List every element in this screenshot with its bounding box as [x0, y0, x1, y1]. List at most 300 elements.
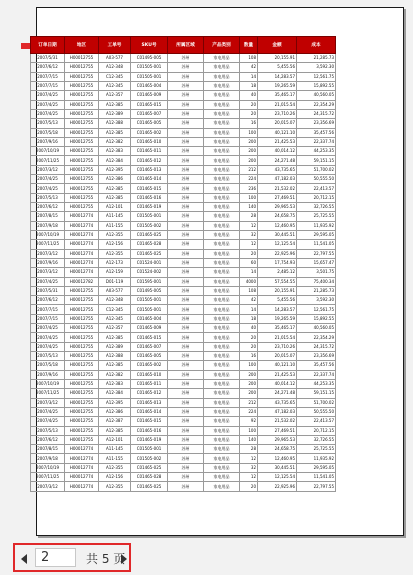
table-cell: C01495-005 — [131, 286, 168, 295]
table-cell: 20 — [240, 249, 258, 258]
table-cell: 32,726.55 — [297, 435, 336, 444]
table-cell: 苏州 — [168, 314, 204, 323]
table-cell: 苏州 — [168, 454, 204, 463]
table-cell: 30,445.51 — [258, 230, 297, 239]
table-row — [31, 193, 336, 202]
table-row — [31, 305, 336, 314]
table-cell: C01465-013 — [131, 398, 168, 407]
table-cell: H00012774 — [65, 230, 99, 239]
table-cell: A12-357 — [99, 91, 131, 100]
table-row — [31, 435, 336, 444]
table-cell: C01465-014 — [131, 407, 168, 416]
table-cell: C01465-019 — [131, 203, 168, 212]
table-row — [31, 454, 336, 463]
table-cell: 40,121.10 — [258, 128, 297, 137]
table-cell: 2007/3/12 — [31, 249, 65, 258]
table-cell: 苏州 — [168, 109, 204, 118]
table-cell: A12-355 — [99, 249, 131, 258]
table-cell: 22,354.29 — [297, 100, 336, 109]
table-cell: 家电用品 — [204, 193, 240, 202]
table-cell: A12-357 — [99, 324, 131, 333]
table-cell: 家电用品 — [204, 81, 240, 90]
table-cell: 2007/7/15 — [31, 72, 65, 81]
table-cell: 苏州 — [168, 389, 204, 398]
table-cell: H00012755 — [65, 389, 99, 398]
table-cell: C01465-015 — [131, 417, 168, 426]
table-cell: 家电用品 — [204, 417, 240, 426]
table-row — [31, 286, 336, 295]
table-cell: 苏州 — [168, 212, 204, 221]
triangle-left-icon[interactable] — [21, 554, 27, 564]
table-row — [31, 352, 336, 361]
table-cell: 家电用品 — [204, 184, 240, 193]
table-cell: 2007/11/25 — [31, 389, 65, 398]
table-cell: 140 — [240, 435, 258, 444]
table-cell: C01465-016 — [131, 193, 168, 202]
table-cell: C01465-011 — [131, 379, 168, 388]
table-cell: A12-173 — [99, 258, 131, 267]
table-cell: 140 — [240, 203, 258, 212]
table-cell: C01524-001 — [131, 258, 168, 267]
table-cell: 21,015.54 — [258, 333, 297, 342]
table-row — [31, 128, 336, 137]
table-cell: 24,315.72 — [297, 109, 336, 118]
table-cell: H00012755 — [65, 398, 99, 407]
table-cell: 苏州 — [168, 193, 204, 202]
table-cell: H00012755 — [65, 407, 99, 416]
table-cell: A12-385 — [99, 184, 131, 193]
table-cell: 5,455.56 — [258, 296, 297, 305]
table-cell: H00012755 — [65, 379, 99, 388]
table-cell: 2007/6/12 — [31, 203, 65, 212]
table-cell: 16 — [240, 352, 258, 361]
table-cell: 家电用品 — [204, 277, 240, 286]
table-cell: A12-382 — [99, 370, 131, 379]
table-cell: H00012774 — [65, 473, 99, 482]
table-cell: A03-577 — [99, 54, 131, 63]
table-cell: 2007/3/12 — [31, 165, 65, 174]
table-cell: H00012755 — [65, 81, 99, 90]
table-cell: 2007/10/19 — [31, 379, 65, 388]
table-cell: H00012755 — [65, 54, 99, 63]
table-row — [31, 463, 336, 472]
table-cell: H00012755 — [65, 137, 99, 146]
table-cell: 100 — [240, 193, 258, 202]
table-cell: A03-577 — [99, 286, 131, 295]
page-navigator — [13, 543, 131, 572]
table-cell: C01465-009 — [131, 91, 168, 100]
triangle-right-icon[interactable] — [121, 554, 127, 564]
table-cell: C01465-007 — [131, 109, 168, 118]
table-cell: 60 — [240, 258, 258, 267]
table-cell: H00012755 — [65, 91, 99, 100]
table-cell: 44,253.35 — [297, 147, 336, 156]
table-cell: 200 — [240, 389, 258, 398]
table-cell: 2007/5/31 — [31, 286, 65, 295]
data-table — [30, 36, 336, 492]
table-cell: 35,465.17 — [258, 91, 297, 100]
table-cell: 35,457.56 — [297, 128, 336, 137]
table-cell: A12-156 — [99, 240, 131, 249]
table-cell: C01465-019 — [131, 435, 168, 444]
table-cell: 2007/5/13 — [31, 119, 65, 128]
table-cell: 家电用品 — [204, 230, 240, 239]
table-cell: C01465-012 — [131, 156, 168, 165]
table-cell: A12-385 — [99, 426, 131, 435]
table-cell: 20,155.91 — [258, 54, 297, 63]
table-row — [31, 445, 336, 454]
total-pages-label: 共 5 页 — [86, 552, 126, 566]
column-header: SKU号 — [131, 37, 168, 54]
table-cell: A12-383 — [99, 147, 131, 156]
table-cell: 92 — [240, 417, 258, 426]
table-row — [31, 389, 336, 398]
table-cell: 43,735.65 — [258, 398, 297, 407]
table-cell: H00012774 — [65, 221, 99, 230]
table-cell: 108 — [240, 286, 258, 295]
table-cell: 苏州 — [168, 72, 204, 81]
table-cell: 14,283.57 — [258, 72, 297, 81]
table-cell: 家电用品 — [204, 398, 240, 407]
table-cell: 19,265.59 — [258, 314, 297, 323]
table-row — [31, 240, 336, 249]
table-cell: 14 — [240, 268, 258, 277]
table-cell: 15,892.55 — [297, 314, 336, 323]
table-cell: H00012755 — [65, 342, 99, 351]
table-cell: 苏州 — [168, 417, 204, 426]
table-cell: 2007/4/25 — [31, 417, 65, 426]
table-cell: C12-345 — [99, 72, 131, 81]
table-cell: 2007/9/18 — [31, 454, 65, 463]
table-cell: 21,532.02 — [258, 417, 297, 426]
table-cell: 2007/9/16 — [31, 370, 65, 379]
table-cell: 3,592.30 — [297, 63, 336, 72]
table-cell: 2007/5/18 — [31, 128, 65, 137]
table-cell: 29,965.53 — [258, 203, 297, 212]
table-cell: 40 — [240, 91, 258, 100]
table-cell: 3,501.75 — [297, 268, 336, 277]
table-cell: 苏州 — [168, 286, 204, 295]
table-cell: 苏州 — [168, 268, 204, 277]
table-cell: 2007/11/25 — [31, 156, 65, 165]
table-cell: 2007/10/19 — [31, 463, 65, 472]
table-row — [31, 379, 336, 388]
table-cell: 200 — [240, 156, 258, 165]
table-cell: 2007/7/15 — [31, 314, 65, 323]
table-cell: 家电用品 — [204, 454, 240, 463]
table-cell: A12-355 — [99, 463, 131, 472]
table-cell: C01505-001 — [131, 305, 168, 314]
table-cell: H00012755 — [65, 109, 99, 118]
table-cell: 苏州 — [168, 147, 204, 156]
table-cell: A12-348 — [99, 63, 131, 72]
table-cell: 40 — [240, 324, 258, 333]
table-cell: 苏州 — [168, 482, 204, 491]
table-cell: 苏州 — [168, 407, 204, 416]
table-cell: 212 — [240, 398, 258, 407]
table-cell: C01465-025 — [131, 249, 168, 258]
table-row — [31, 137, 336, 146]
table-cell: C01465-025 — [131, 230, 168, 239]
table-cell: 苏州 — [168, 156, 204, 165]
table-cell: C01465-014 — [131, 175, 168, 184]
table-cell: 29,595.05 — [297, 230, 336, 239]
table-row — [31, 426, 336, 435]
table-cell: C01465-009 — [131, 324, 168, 333]
table-cell: 24,271.48 — [258, 389, 297, 398]
table-cell: C01505-002 — [131, 221, 168, 230]
table-cell: 21,425.53 — [258, 370, 297, 379]
table-cell: C01465-011 — [131, 147, 168, 156]
table-cell: 苏州 — [168, 81, 204, 90]
table-cell: 212 — [240, 165, 258, 174]
table-cell: 40,014.12 — [258, 379, 297, 388]
table-cell: 苏州 — [168, 249, 204, 258]
table-cell: 23,356.69 — [297, 119, 336, 128]
table-cell: 22,797.55 — [297, 482, 336, 491]
table-cell: 200 — [240, 379, 258, 388]
table-cell: 51,700.02 — [297, 398, 336, 407]
table-cell: 35,465.17 — [258, 324, 297, 333]
table-cell: H00012755 — [65, 100, 99, 109]
table-cell: 17,754.93 — [258, 258, 297, 267]
table-cell: 家电用品 — [204, 203, 240, 212]
table-cell: 2,485.12 — [258, 268, 297, 277]
table-cell: 2007/11/25 — [31, 240, 65, 249]
table-cell: 2007/10/19 — [31, 147, 65, 156]
table-cell: 家电用品 — [204, 342, 240, 351]
table-cell: 苏州 — [168, 54, 204, 63]
table-cell: 23,710.26 — [258, 342, 297, 351]
table-cell: 2007/8/15 — [31, 445, 65, 454]
table-cell: 23,356.69 — [297, 352, 336, 361]
table-cell: C01495-005 — [131, 54, 168, 63]
table-cell: A12-355 — [99, 482, 131, 491]
table-cell: A12-387 — [99, 417, 131, 426]
table-cell: 5,455.56 — [258, 63, 297, 72]
table-cell: 家电用品 — [204, 147, 240, 156]
table-row — [31, 175, 336, 184]
table-cell: A12-385 — [99, 193, 131, 202]
table-cell: 22,925.96 — [258, 249, 297, 258]
table-cell: 苏州 — [168, 473, 204, 482]
table-cell: C01465-028 — [131, 473, 168, 482]
table-cell: A12-355 — [99, 230, 131, 239]
table-cell: 家电用品 — [204, 63, 240, 72]
table-cell: 3,592.30 — [297, 296, 336, 305]
table-cell: 14,283.57 — [258, 305, 297, 314]
table-cell: 2007/6/12 — [31, 63, 65, 72]
table-cell: A11-155 — [99, 221, 131, 230]
table-cell: 40,014.12 — [258, 147, 297, 156]
table-cell: 家电用品 — [204, 165, 240, 174]
table-cell: 22,337.74 — [297, 370, 336, 379]
table-cell: 59,151.15 — [297, 389, 336, 398]
table-cell: 22,797.55 — [297, 249, 336, 258]
table-cell: 苏州 — [168, 361, 204, 370]
table-cell: C01505-001 — [131, 296, 168, 305]
table-cell: 家电用品 — [204, 240, 240, 249]
table-cell: 20,015.07 — [258, 119, 297, 128]
table-cell: 2007/5/18 — [31, 361, 65, 370]
page-number-input[interactable]: 2 — [35, 548, 76, 567]
table-cell: 24,271.48 — [258, 156, 297, 165]
table-cell: 2007/11/25 — [31, 473, 65, 482]
table-row — [31, 72, 336, 81]
table-row — [31, 203, 336, 212]
table-cell: A12-101 — [99, 203, 131, 212]
table-cell: 家电用品 — [204, 212, 240, 221]
table-cell: 家电用品 — [204, 109, 240, 118]
table-cell: A11-155 — [99, 454, 131, 463]
table-cell: 2007/4/25 — [31, 100, 65, 109]
table-cell: 25,725.55 — [297, 212, 336, 221]
table-cell: 50,555.50 — [297, 407, 336, 416]
table-cell: 苏州 — [168, 221, 204, 230]
table-cell: 家电用品 — [204, 426, 240, 435]
table-cell: 苏州 — [168, 119, 204, 128]
table-cell: 苏州 — [168, 370, 204, 379]
table-cell: D01-119 — [99, 277, 131, 286]
table-cell: 苏州 — [168, 63, 204, 72]
table-cell: 22,413.57 — [297, 184, 336, 193]
table-cell: A12-383 — [99, 379, 131, 388]
table-cell: H00012755 — [65, 305, 99, 314]
table-cell: C01465-012 — [131, 389, 168, 398]
table-cell: 29,595.05 — [297, 463, 336, 472]
table-cell: 家电用品 — [204, 435, 240, 444]
table-cell: 25,725.55 — [297, 445, 336, 454]
table-cell: A12-386 — [99, 175, 131, 184]
table-cell: 28 — [240, 212, 258, 221]
table-cell: 家电用品 — [204, 296, 240, 305]
table-cell: 2007/9/16 — [31, 258, 65, 267]
table-cell: 27,469.51 — [258, 193, 297, 202]
table-cell: 家电用品 — [204, 286, 240, 295]
table-cell: 2007/3/12 — [31, 268, 65, 277]
table-cell: 47,182.03 — [258, 407, 297, 416]
table-cell: C01505-002 — [131, 454, 168, 463]
table-cell: 21,532.02 — [258, 184, 297, 193]
table-cell: C01465-002 — [131, 361, 168, 370]
table-cell: A12-159 — [99, 268, 131, 277]
table-cell: 家电用品 — [204, 463, 240, 472]
table-cell: 家电用品 — [204, 445, 240, 454]
table-cell: C01465-015 — [131, 100, 168, 109]
table-cell: H00012755 — [65, 314, 99, 323]
table-cell: 32 — [240, 230, 258, 239]
table-cell: 200 — [240, 147, 258, 156]
table-cell: A12-385 — [99, 128, 131, 137]
table-cell: 40,121.10 — [258, 361, 297, 370]
table-cell: H00012774 — [65, 249, 99, 258]
table-cell: 苏州 — [168, 137, 204, 146]
table-row — [31, 417, 336, 426]
table-cell: H00012755 — [65, 361, 99, 370]
table-row — [31, 277, 336, 286]
table-row — [31, 296, 336, 305]
table-cell: 35,457.56 — [297, 361, 336, 370]
table-cell: A12-389 — [99, 109, 131, 118]
table-cell: 27,469.51 — [258, 426, 297, 435]
table-cell: 2007/5/13 — [31, 193, 65, 202]
table-cell: 家电用品 — [204, 221, 240, 230]
table-cell: 苏州 — [168, 296, 204, 305]
table-cell: 22,337.74 — [297, 137, 336, 146]
table-cell: 2007/4/25 — [31, 407, 65, 416]
table-cell: 家电用品 — [204, 100, 240, 109]
table-cell: H00012774 — [65, 454, 99, 463]
table-cell: 苏州 — [168, 333, 204, 342]
table-cell: 12,460.95 — [258, 221, 297, 230]
table-cell: H00012774 — [65, 212, 99, 221]
table-row — [31, 81, 336, 90]
table-row — [31, 314, 336, 323]
column-header: 所属区域 — [168, 37, 204, 54]
column-header: 数量 — [240, 37, 258, 54]
table-cell: 15,657.47 — [297, 258, 336, 267]
table-cell: 2007/4/25 — [31, 324, 65, 333]
table-cell: H00012755 — [65, 184, 99, 193]
table-cell: 11,935.92 — [297, 221, 336, 230]
table-cell: 59,151.15 — [297, 156, 336, 165]
table-cell: 苏州 — [168, 398, 204, 407]
table-cell: C01465-025 — [131, 482, 168, 491]
table-cell: A12-345 — [99, 314, 131, 323]
table-cell: H00012755 — [65, 203, 99, 212]
table-cell: H00012755 — [65, 333, 99, 342]
table-cell: 14 — [240, 305, 258, 314]
table-cell: 苏州 — [168, 426, 204, 435]
table-cell: 43,735.65 — [258, 165, 297, 174]
table-cell: 2007/5/31 — [31, 54, 65, 63]
table-row — [31, 398, 336, 407]
table-cell: 21,285.73 — [297, 286, 336, 295]
table-row — [31, 63, 336, 72]
table-cell: A12-385 — [99, 100, 131, 109]
table-row — [31, 249, 336, 258]
table-cell: 家电用品 — [204, 305, 240, 314]
table-row — [31, 54, 336, 63]
table-cell: 苏州 — [168, 165, 204, 174]
table-cell: H00012755 — [65, 296, 99, 305]
table-row — [31, 407, 336, 416]
table-cell: A12-389 — [99, 342, 131, 351]
table-cell: 家电用品 — [204, 361, 240, 370]
table-cell: 家电用品 — [204, 249, 240, 258]
table-cell: 12,125.54 — [258, 473, 297, 482]
table-cell: 2007/7/15 — [31, 81, 65, 90]
table-cell: 20 — [240, 109, 258, 118]
table-cell: 2007/4/25 — [31, 175, 65, 184]
table-cell: 42 — [240, 63, 258, 72]
table-cell: A11-145 — [99, 212, 131, 221]
table-cell: 24,315.72 — [297, 342, 336, 351]
table-cell: 苏州 — [168, 230, 204, 239]
table-cell: 22,354.29 — [297, 333, 336, 342]
table-cell: 12,460.95 — [258, 454, 297, 463]
table-cell: C01465-015 — [131, 333, 168, 342]
table-cell: A11-145 — [99, 445, 131, 454]
table-row — [31, 91, 336, 100]
table-cell: H00012755 — [65, 119, 99, 128]
table-cell: 23,710.26 — [258, 109, 297, 118]
table-cell: 200 — [240, 137, 258, 146]
table-cell: A12-388 — [99, 119, 131, 128]
table-cell: 108 — [240, 54, 258, 63]
table-cell: 50,555.50 — [297, 175, 336, 184]
table-cell: C01465-016 — [131, 426, 168, 435]
